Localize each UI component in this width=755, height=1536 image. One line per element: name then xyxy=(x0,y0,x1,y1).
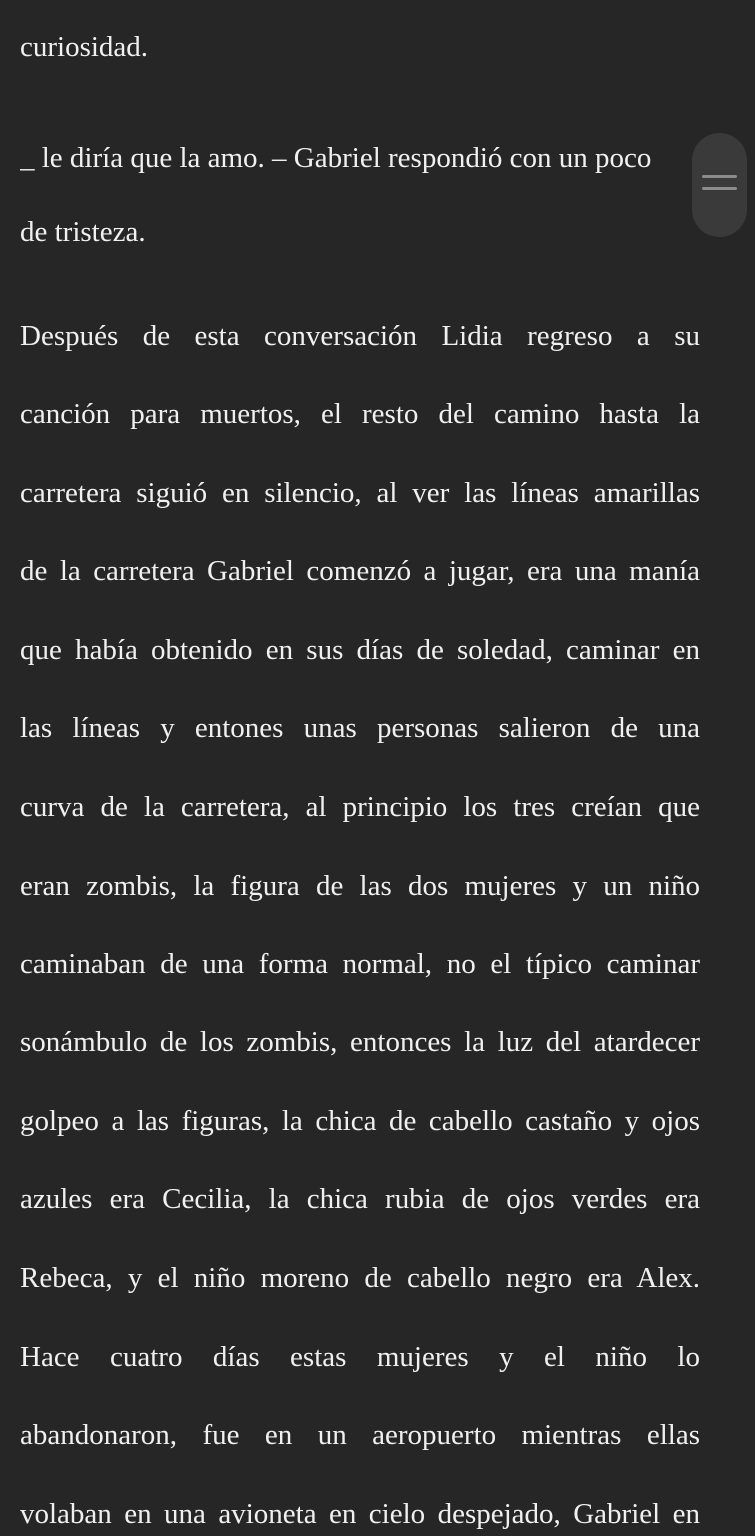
text-line: sonámbulo de los zombis, entonces la luz del atardecer xyxy=(20,1026,700,1058)
text-line: _ le diría que la amo. – Gabriel respondió con un poco xyxy=(20,142,652,174)
text-line: de la carretera Gabriel comenzó a jugar, era una manía xyxy=(20,555,700,587)
text-line: de tristeza. xyxy=(20,216,146,248)
scroll-handle[interactable] xyxy=(692,133,747,237)
text-line: golpeo a las figuras, la chica de cabello castaño y ojos xyxy=(20,1105,700,1137)
text-line: curiosidad. xyxy=(20,31,149,63)
text-line: canción para muertos, el resto del camino hasta la xyxy=(20,398,700,430)
text-line: Después de esta conversación Lidia regreso a su xyxy=(20,320,700,352)
text-line: volaban en una avioneta en cielo despejado, Gabriel en xyxy=(20,1498,700,1530)
text-line: abandonaron, fue en un aeropuerto mientras ellas xyxy=(20,1419,700,1451)
text-line: que había obtenido en sus días de soledad, caminar en xyxy=(20,634,700,666)
text-line: eran zombis, la figura de las dos mujeres y un niño xyxy=(20,870,700,902)
text-line: caminaban de una forma normal, no el típico caminar xyxy=(20,948,700,980)
text-line: carretera siguió en silencio, al ver las líneas amarillas xyxy=(20,477,700,509)
text-line: azules era Cecilia, la chica rubia de ojos verdes era xyxy=(20,1183,700,1215)
drag-handle-icon xyxy=(702,187,737,190)
text-line: las líneas y entones unas personas salieron de una xyxy=(20,712,700,744)
text-line: Hace cuatro días estas mujeres y el niño lo xyxy=(20,1341,700,1373)
text-line: Rebeca, y el niño moreno de cabello negro era Alex. xyxy=(20,1262,700,1294)
text-line: curva de la carretera, al principio los tres creían que xyxy=(20,791,700,823)
drag-handle-icon xyxy=(702,175,737,178)
